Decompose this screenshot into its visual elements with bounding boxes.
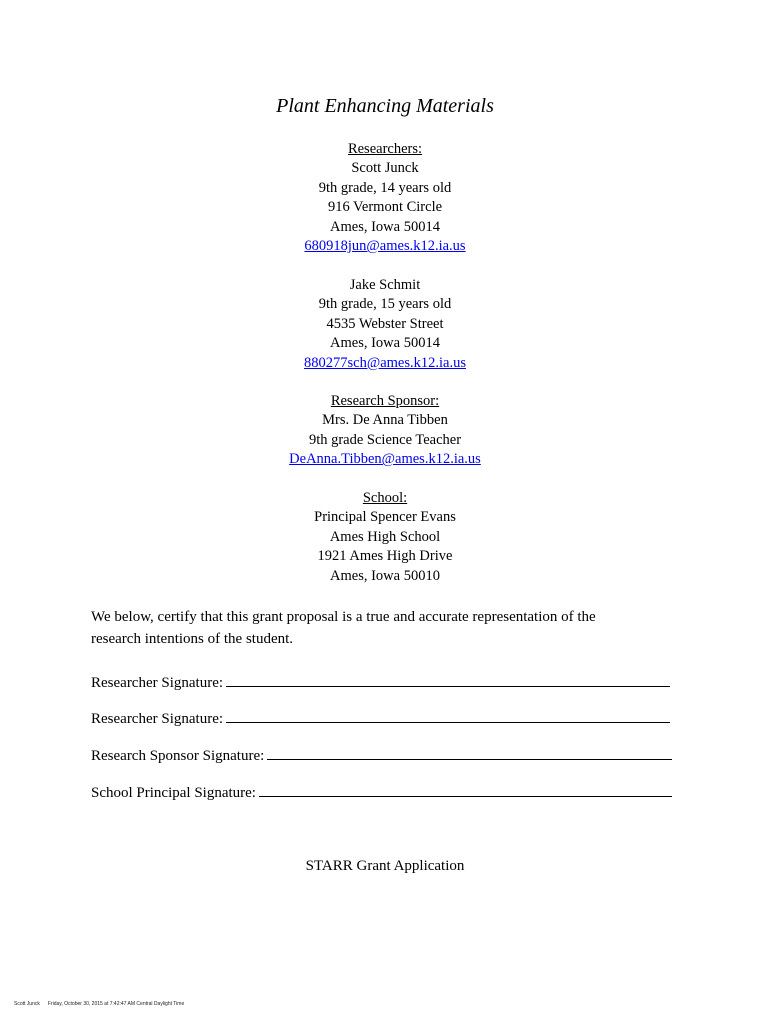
school-name: Ames High School <box>329 528 441 545</box>
page-footer <box>14 1001 184 1008</box>
signature-label: Researcher Signature: <box>91 675 224 691</box>
signature-label: School Principal Signature: <box>91 785 256 801</box>
researcher-street: 4535 Webster Street <box>326 315 444 332</box>
researcher-grade-age: 9th grade, 14 years old <box>318 179 452 196</box>
researcher-city: Ames, Iowa 50014 <box>330 335 440 352</box>
school-city: Ames, Iowa 50010 <box>330 567 440 584</box>
researchers-heading: Researchers: <box>347 141 423 157</box>
sponsor-block <box>0 392 770 470</box>
footer-timestamp: Friday, October 30, 2015 at 7:42:47 AM Central Daylight Time <box>47 1001 185 1007</box>
signature-label: Research Sponsor Signature: <box>91 748 265 764</box>
researchers-block <box>0 140 770 256</box>
researcher-email-link[interactable]: 880277sch@ames.k12.ia.us <box>304 354 466 371</box>
sponsor-email-link[interactable]: DeAnna.Tibben@ames.k12.ia.us <box>289 451 481 468</box>
school-heading: School: <box>362 490 408 506</box>
researcher-name: Jake Schmit <box>349 277 421 293</box>
researcher-city: Ames, Iowa 50014 <box>330 218 440 235</box>
school-street: 1921 Ames High Drive <box>317 548 453 565</box>
researcher-street: 916 Vermont Circle <box>327 199 443 216</box>
footer-author: Scott Junck <box>14 1001 40 1007</box>
certification-line: We below, certify that this grant proposal is a true and accurate representation of the <box>91 609 596 625</box>
signature-blank-line[interactable] <box>267 746 672 760</box>
researcher-email-link[interactable]: 680918jun@ames.k12.ia.us <box>304 238 466 255</box>
signature-label: Researcher Signature: <box>91 711 224 727</box>
signature-blank-line[interactable] <box>226 709 670 723</box>
principal-signature-row <box>91 783 672 803</box>
document-title: Plant Enhancing Materials <box>276 95 494 117</box>
signature-blank-line[interactable] <box>259 783 672 797</box>
researcher-signature-row <box>91 709 670 729</box>
sponsor-role: 9th grade Science Teacher <box>308 431 462 448</box>
school-principal: Principal Spencer Evans <box>314 509 456 526</box>
application-footer-title: STARR Grant Application <box>305 858 465 874</box>
certification-line: research intentions of the student. <box>91 630 294 647</box>
school-block <box>0 489 770 586</box>
signature-blank-line[interactable] <box>226 673 670 687</box>
sponsor-heading: Research Sponsor: <box>330 393 440 409</box>
sponsor-signature-row <box>91 746 672 766</box>
researcher-grade-age: 9th grade, 15 years old <box>318 296 452 313</box>
certification-paragraph <box>91 607 691 650</box>
researcher-2-block <box>0 276 770 373</box>
researcher-name: Scott Junck <box>351 160 419 177</box>
researcher-signature-row <box>91 673 670 693</box>
sponsor-name: Mrs. De Anna Tibben <box>322 412 448 429</box>
